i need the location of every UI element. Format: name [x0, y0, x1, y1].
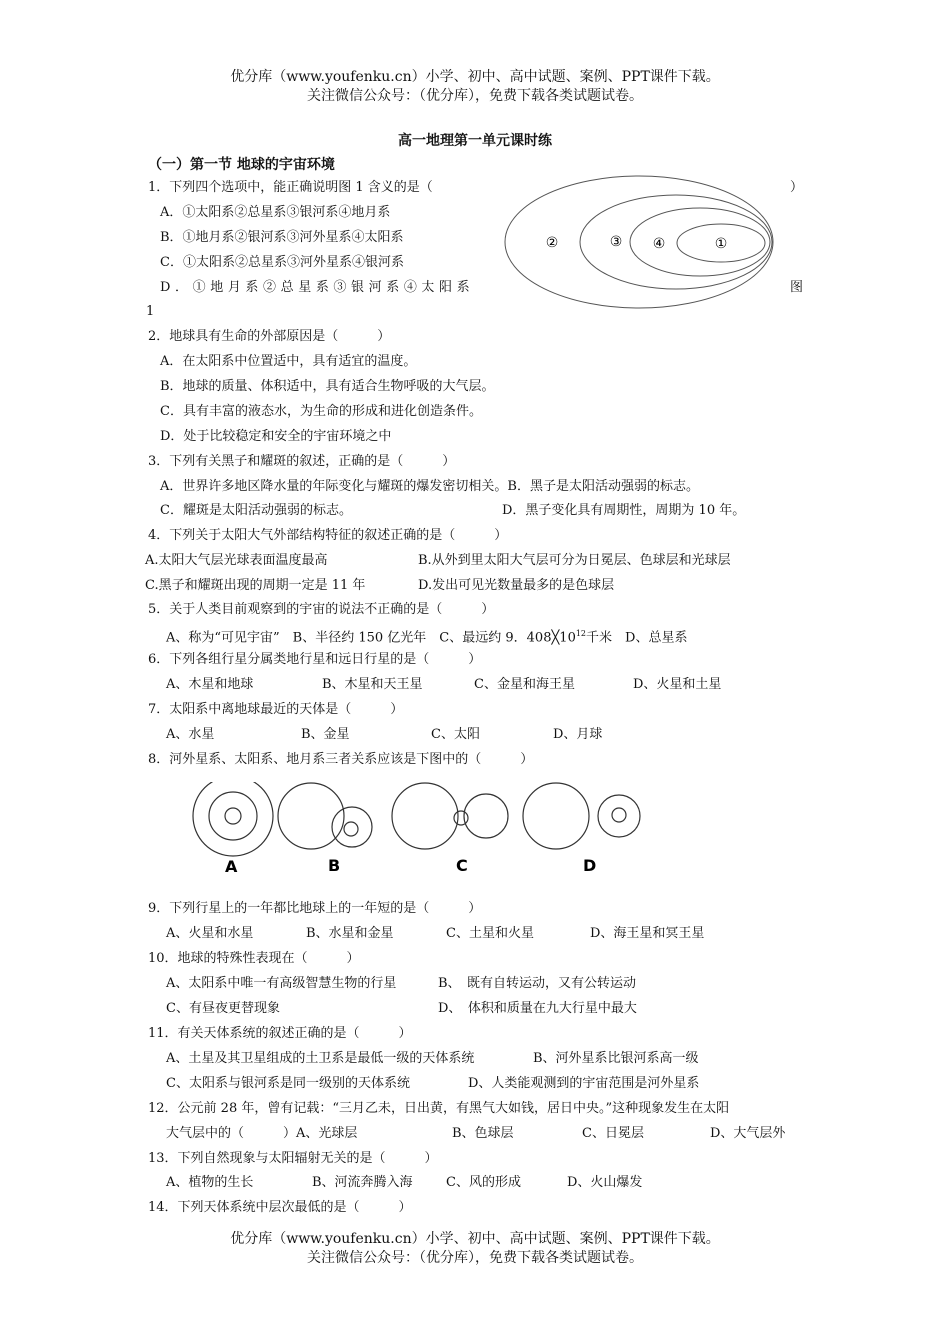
question-13-option-c: C、风的形成 — [446, 1175, 521, 1190]
footer-line-2: 关注微信公众号：（优分库），免费下载各类试题试卷。 — [307, 1250, 643, 1266]
question-1-option-b: B．①地月系②银河系③河外星系④太阳系 — [160, 230, 404, 245]
question-13-option-d: D、火山爆发 — [567, 1175, 643, 1190]
question-6: 6．下列各组行星分属类地行星和远日行星的是（ ） — [148, 652, 482, 667]
question-10-option-a: A、太阳系中唯一有高级智慧生物的行星 — [166, 976, 397, 991]
question-7-option-d: D、月球 — [553, 727, 603, 742]
question-7-option-b: B、金星 — [301, 727, 350, 742]
question-5-options-tail: 千米 D、总星系 — [586, 630, 688, 646]
question-6-option-c: C、金星和海王星 — [474, 677, 575, 692]
fig8-label-a: A — [225, 857, 238, 876]
question-9-option-d: D、海王星和冥王星 — [590, 926, 705, 941]
option-d-small-circle — [612, 808, 626, 822]
question-5-options — [166, 625, 687, 647]
question-12: 12．公元前 28 年，曾有记载：“三月乙未，日出黄，有黑气大如钱，居日中央。”这种现象发生在太阳 — [148, 1101, 730, 1116]
question-6-option-a: A、木星和地球 — [166, 677, 254, 692]
question-9-option-c: C、土星和火星 — [446, 926, 534, 941]
question-9: 9．下列行星上的一年都比地球上的一年短的是（ ） — [148, 901, 482, 916]
question-5: 5．关于人类目前观察到的宇宙的说法不正确的是（ ） — [148, 602, 495, 617]
fig1-label-2: ② — [545, 235, 559, 251]
question-13-option-a: A、植物的生长 — [166, 1175, 254, 1190]
question-1-paren-close: ） — [790, 180, 804, 195]
option-b-large-circle — [278, 783, 344, 849]
figure-8-circle-options — [180, 782, 660, 882]
question-1-option-a: A．①太阳系②总星系③银河系④地月系 — [160, 205, 391, 220]
figure-1-caption-b: 1 — [146, 304, 155, 319]
option-a-middle-circle — [209, 792, 257, 840]
question-2-option-c: C．具有丰富的液态水，为生命的形成和进化创造条件。 — [160, 404, 482, 419]
option-c-large-circle — [392, 783, 458, 849]
question-12-option-a: 大气层中的（ ）A、光球层 — [166, 1126, 358, 1141]
question-4: 4．下列关于太阳大气外部结构特征的叙述正确的是（ ） — [148, 528, 508, 543]
question-11-option-c: C、太阳系与银河系是同一级别的天体系统 — [166, 1076, 410, 1091]
fig8-label-d: D — [583, 856, 597, 875]
question-3-option-d: D．黑子变化具有周期性，周期为 10 年。 — [502, 503, 746, 518]
option-a-inner-circle — [225, 808, 241, 824]
question-2: 2．地球具有生命的外部原因是（ ） — [148, 329, 391, 344]
question-4-option-c: C.黑子和耀斑出现的周期一定是 11 年 — [145, 578, 366, 593]
question-11-option-b: B、河外星系比银河系高一级 — [533, 1051, 699, 1066]
fig8-label-c: C — [456, 856, 468, 875]
fig8-label-b: B — [328, 856, 341, 875]
question-10: 10．地球的特殊性表现在（ ） — [148, 951, 360, 966]
ellipse-third — [630, 208, 770, 276]
question-1: 1．下列四个选项中，能正确说明图 1 含义的是（ — [148, 180, 433, 195]
question-11-option-a: A、土星及其卫星组成的土卫系是最低一级的天体系统 — [166, 1051, 475, 1066]
question-5-options-text: A、称为“可见宇宙” B、半径约 150 亿光年 C、最远约 9．408╳10 — [166, 630, 576, 646]
footer-line-1: 优分库（www.youfenku.cn）小学、初中、高中试题、案例、PPT课件下载。 — [230, 1231, 720, 1247]
fig1-label-3: ③ — [609, 234, 623, 250]
figure-1-nested-ellipses — [500, 174, 790, 316]
question-5-exponent: 12 — [575, 629, 587, 638]
question-6-option-d: D、火星和土星 — [633, 677, 722, 692]
question-7-option-c: C、太阳 — [431, 727, 480, 742]
question-12-option-b: B、色球层 — [452, 1126, 514, 1141]
question-4-option-d: D.发出可见光数量最多的是色球层 — [418, 578, 615, 593]
figure-1-caption-a: 图 — [790, 280, 804, 295]
question-10-option-d: D、 体积和质量在九大行星中最大 — [438, 1001, 637, 1016]
question-1-option-d: D．①地月系②总星系③银河系④太阳系 — [160, 280, 475, 295]
question-3-option-c: C．耀斑是太阳活动强弱的标志。 — [160, 503, 352, 518]
option-d-medium-circle — [598, 795, 640, 837]
question-4-option-a: A.太阳大气层光球表面温度最高 — [145, 553, 328, 568]
header-line-1: 优分库（www.youfenku.cn）小学、初中、高中试题、案例、PPT课件下载。 — [230, 69, 720, 85]
question-10-option-b: B、 既有自转运动，又有公转运动 — [438, 976, 637, 991]
question-7-option-a: A、水星 — [166, 727, 215, 742]
question-6-option-b: B、木星和天王星 — [322, 677, 423, 692]
question-13-option-b: B、河流奔腾入海 — [312, 1175, 413, 1190]
question-13: 13．下列自然现象与太阳辐射无关的是（ ） — [148, 1151, 438, 1166]
document-title: 高一地理第一单元课时练 — [398, 133, 552, 149]
option-c-medium-circle — [464, 794, 508, 838]
question-7: 7．太阳系中离地球最近的天体是（ ） — [148, 702, 404, 717]
question-8: 8．河外星系、太阳系、地月系三者关系应该是下图中的（ ） — [148, 752, 534, 767]
question-2-option-d: D．处于比较稳定和安全的宇宙环境之中 — [160, 429, 392, 444]
question-10-option-c: C、有昼夜更替现象 — [166, 1001, 280, 1016]
fig1-label-1: ① — [714, 236, 728, 252]
option-d-large-circle — [523, 783, 589, 849]
question-1-option-c: C．①太阳系②总星系③河外星系④银河系 — [160, 255, 404, 270]
question-9-option-a: A、火星和水星 — [166, 926, 254, 941]
question-2-option-a: A．在太阳系中位置适中，具有适宜的温度。 — [160, 354, 417, 369]
option-c-small-circle — [454, 811, 468, 825]
question-12-option-c: C、日冕层 — [582, 1126, 644, 1141]
question-4-option-b: B.从外到里太阳大气层可分为日冕层、色球层和光球层 — [418, 553, 731, 568]
question-11-option-d: D、人类能观测到的宇宙范围是河外星系 — [468, 1076, 700, 1091]
question-11: 11．有关天体系统的叙述正确的是（ ） — [148, 1026, 412, 1041]
option-a-outer-circle — [193, 782, 273, 856]
question-3: 3．下列有关黑子和耀斑的叙述，正确的是（ ） — [148, 454, 456, 469]
option-b-small-circle — [344, 822, 358, 836]
question-3-options-ab: A．世界许多地区降水量的年际变化与耀斑的爆发密切相关。B．黑子是太阳活动强弱的标志。 — [160, 479, 699, 494]
question-9-option-b: B、水星和金星 — [306, 926, 394, 941]
header-line-2: 关注微信公众号：（优分库），免费下载各类试题试卷。 — [307, 88, 643, 104]
question-12-option-d: D、大气层外 — [710, 1126, 786, 1141]
question-14: 14．下列天体系统中层次最低的是（ ） — [148, 1200, 412, 1215]
option-b-medium-circle — [332, 807, 372, 847]
question-2-option-b: B．地球的质量、体积适中，具有适合生物呼吸的大气层。 — [160, 379, 495, 394]
fig1-label-4: ④ — [652, 236, 666, 252]
section-title: （一）第一节 地球的宇宙环境 — [148, 157, 335, 173]
